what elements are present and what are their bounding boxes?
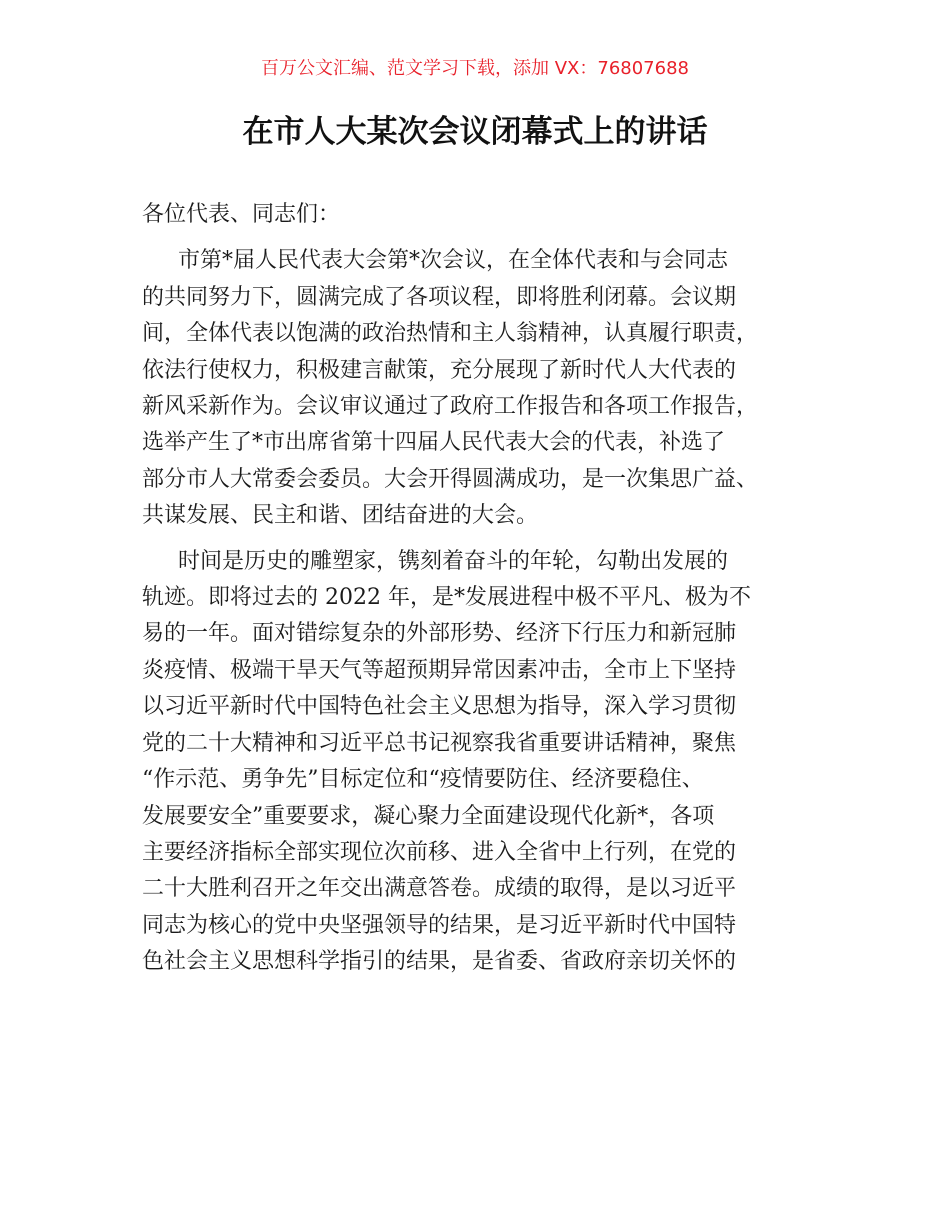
paragraph-line: 部分市人大常委会委员。大会开得圆满成功，是一次集思广益、 <box>142 466 759 492</box>
paragraph-2 <box>142 544 826 981</box>
paragraph-line: 易的一年。面对错综复杂的外部形势、经济下行压力和新冠肺 <box>142 621 737 647</box>
paragraph-line: 依法行使权力，积极建言献策，充分展现了新时代人大代表的 <box>142 357 737 383</box>
paragraph-line: 选举产生了*市出席省第十四届人民代表大会的代表，补选了 <box>142 430 726 456</box>
paragraph-line: 轨迹。即将过去的 2022 年，是*发展进程中极不平凡、极为不 <box>142 585 751 611</box>
salutation: 各位代表、同志们： <box>142 202 341 227</box>
paragraph-line: 党的二十大精神和习近平总书记视察我省重要讲话精神，聚焦 <box>142 730 737 756</box>
header-banner: 百万公文汇编、范文学习下载，添加 VX：76807688 <box>261 58 689 79</box>
paragraph-line: 新风采新作为。会议审议通过了政府工作报告和各项工作报告， <box>142 394 759 420</box>
paragraph-1 <box>142 243 826 534</box>
paragraph-line: 时间是历史的雕塑家，镌刻着奋斗的年轮，勾勒出发展的 <box>178 548 729 574</box>
document-title: 在市人大某次会议闭幕式上的讲话 <box>242 114 708 150</box>
paragraph-line: 的共同努力下，圆满完成了各项议程，即将胜利闭幕。会议期 <box>142 284 737 310</box>
document-body <box>142 197 826 990</box>
paragraph-line: 炎疫情、极端干旱天气等超预期异常因素冲击，全市上下坚持 <box>142 657 737 683</box>
paragraph-line: 同志为核心的党中央坚强领导的结果，是习近平新时代中国特 <box>142 912 737 938</box>
paragraph-line: 二十大胜利召开之年交出满意答卷。成绩的取得，是以习近平 <box>142 876 737 902</box>
paragraph-line: 共谋发展、民主和谐、团结奋进的大会。 <box>142 503 539 529</box>
paragraph-line: 以习近平新时代中国特色社会主义思想为指导，深入学习贯彻 <box>142 694 737 720</box>
paragraph-line: “作示范、勇争先”目标定位和“疫情要防住、经济要稳住、 <box>142 767 704 793</box>
paragraph-line: 间，全体代表以饱满的政治热情和主人翁精神，认真履行职责， <box>142 321 759 347</box>
paragraph-line: 色社会主义思想科学指引的结果，是省委、省政府亲切关怀的 <box>142 949 737 975</box>
paragraph-line: 主要经济指标全部实现位次前移、进入全省中上行列，在党的 <box>142 839 737 865</box>
paragraph-line: 发展要安全”重要要求，凝心聚力全面建设现代化新*，各项 <box>142 803 715 829</box>
paragraph-line: 市第*届人民代表大会第*次会议，在全体代表和与会同志 <box>178 248 729 274</box>
